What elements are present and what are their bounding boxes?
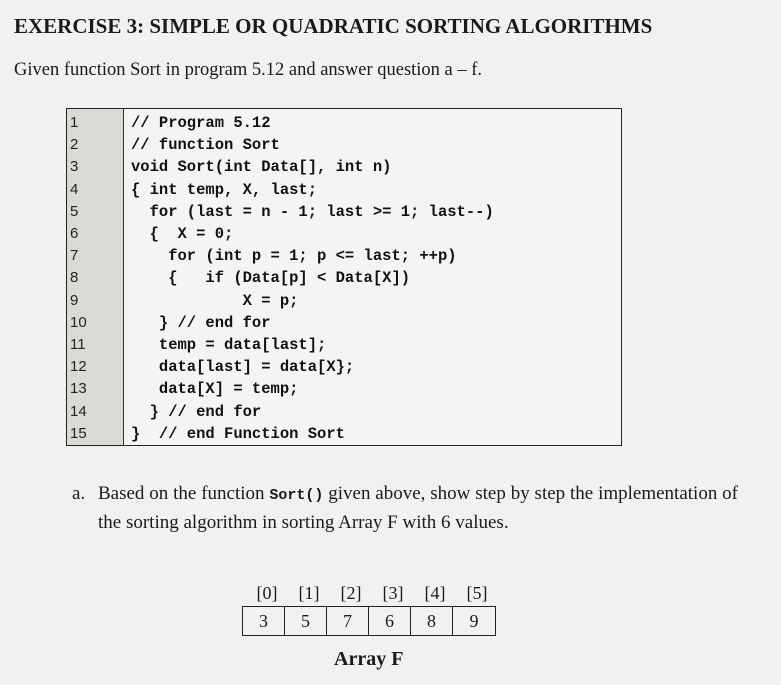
function-name: Sort() [269,487,324,504]
code-line [67,156,621,179]
code-line [67,290,621,313]
code-line [67,401,621,424]
code-text: X = p; [131,291,299,310]
code-line [67,312,621,335]
line-number: 1 [70,114,79,131]
code-text: // function Sort [131,136,280,155]
question-letter: a. [72,483,86,504]
array-cell: 9 [469,611,479,631]
code-line [67,423,621,446]
intro-text: Given function Sort in program 5.12 and answer question a – f. [14,60,483,80]
code-text: for (last = n - 1; last >= 1; last--) [131,202,494,221]
line-number: 3 [70,158,79,176]
line-number: 2 [70,136,79,154]
line-number: 6 [70,225,79,242]
line-number: 11 [70,336,86,353]
array-cells [242,606,496,636]
array-index: [0] [256,583,278,603]
array-cell: 6 [369,607,411,635]
code-text: { if (Data[p] < Data[X]) [131,269,411,288]
code-line [67,179,621,202]
array-cell: 5 [285,607,327,635]
array-cell: 3 [243,607,285,635]
code-text: for (int p = 1; p <= last; ++p) [131,247,457,266]
code-line [67,112,621,135]
line-number: 12 [70,358,87,376]
code-line [67,134,621,157]
array-index: [4] [424,583,446,603]
array-index-row [246,583,498,604]
array-index: [5] [466,583,488,603]
line-number: 7 [70,247,79,265]
code-text: } // end for [131,313,271,332]
array-cell: 8 [411,607,453,635]
code-line [67,267,621,290]
line-number: 14 [70,402,87,420]
code-text: void Sort(int Data[], int n) [131,158,392,177]
code-text: data[last] = data[X}; [131,358,355,377]
code-listing [66,108,622,446]
code-line [67,334,621,357]
line-number: 8 [70,269,79,287]
question-text: Based on the function Sort() given above, show step by step the implementation of the sorting algorithm in sorting Array F with 6 values. [98,483,738,533]
code-text: temp = data[last]; [131,336,327,354]
array-index: [2] [340,583,362,603]
line-number: 13 [70,380,87,398]
exercise-title: EXERCISE 3: SIMPLE OR QUADRATIC SORTING ALGORITHMS [14,14,653,38]
code-text: } // end Function Sort [131,424,345,443]
array-label: Array F [334,648,404,670]
code-line [67,223,621,246]
code-text: { X = 0; [131,225,234,243]
line-number: 4 [70,180,79,198]
array-cell: 7 [327,607,369,635]
line-number: 15 [70,424,87,442]
line-number: 5 [70,202,79,220]
code-text: // Program 5.12 [131,114,271,132]
code-line [67,201,621,224]
line-number: 10 [70,313,87,331]
array-index: [1] [298,583,320,603]
code-line [67,356,621,379]
code-line [67,378,621,401]
array-index: [3] [382,583,404,603]
code-line [67,245,621,268]
code-text: { int temp, X, last; [131,180,318,199]
code-text: } // end for [131,402,262,421]
line-number: 9 [70,291,79,309]
code-text: data[X] = temp; [131,380,299,399]
